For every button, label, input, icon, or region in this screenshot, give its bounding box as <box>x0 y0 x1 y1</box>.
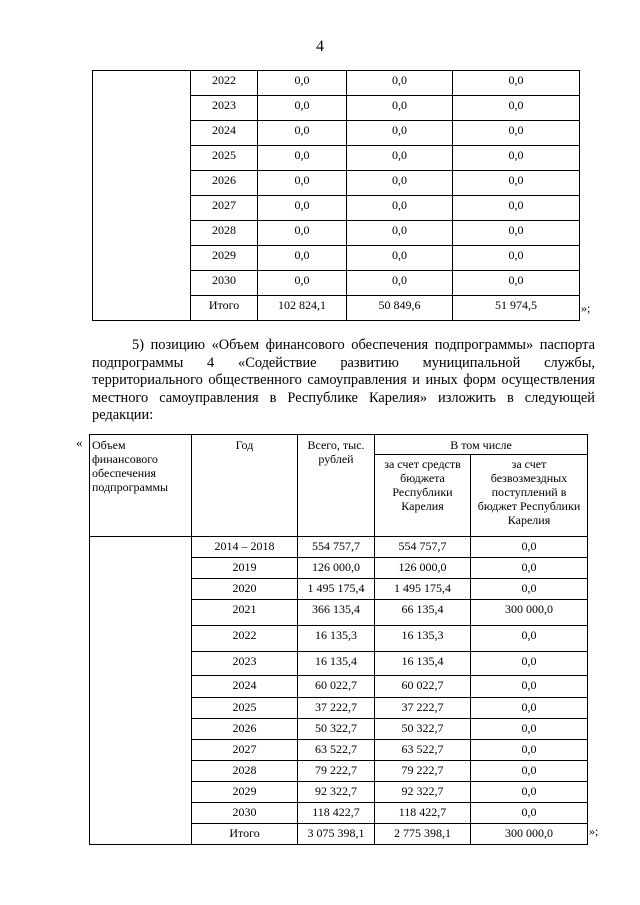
year-cell: 2030 <box>192 803 298 824</box>
total-cell: 60 022,7 <box>298 676 375 698</box>
budget-cell: 92 322,7 <box>375 782 471 803</box>
free-cell: 0,0 <box>453 171 580 196</box>
budget-cell: 0,0 <box>347 221 453 246</box>
total-cell: 118 422,7 <box>298 803 375 824</box>
free-cell: 0,0 <box>453 146 580 171</box>
budget-cell: 0,0 <box>347 71 453 96</box>
budget-cell: 554 757,7 <box>375 537 471 558</box>
free-cell: 0,0 <box>471 803 588 824</box>
header-including: В том числе <box>375 435 588 455</box>
total-cell: 16 135,3 <box>298 626 375 652</box>
budget-cell: 50 849,6 <box>347 296 453 321</box>
budget-cell: 0,0 <box>347 146 453 171</box>
empty-label-cell <box>93 71 191 321</box>
year-cell: 2029 <box>191 246 258 271</box>
budget-cell: 118 422,7 <box>375 803 471 824</box>
free-cell: 0,0 <box>453 121 580 146</box>
budget-cell: 50 322,7 <box>375 719 471 740</box>
year-cell: 2022 <box>191 71 258 96</box>
total-cell: 366 135,4 <box>298 600 375 626</box>
total-cell: 16 135,4 <box>298 652 375 676</box>
total-cell: 0,0 <box>258 96 347 121</box>
year-cell: 2020 <box>192 579 298 600</box>
total-cell: 0,0 <box>258 271 347 296</box>
total-cell: 0,0 <box>258 71 347 96</box>
table2-opening-quote: « <box>76 435 83 450</box>
free-cell: 300 000,0 <box>471 824 588 845</box>
budget-cell: 79 222,7 <box>375 761 471 782</box>
table-row <box>90 537 588 558</box>
free-cell: 0,0 <box>471 719 588 740</box>
free-cell: 0,0 <box>471 761 588 782</box>
year-cell: 2028 <box>192 761 298 782</box>
year-cell: Итого <box>191 296 258 321</box>
budget-cell: 126 000,0 <box>375 558 471 579</box>
free-cell: 0,0 <box>471 652 588 676</box>
year-cell: 2026 <box>192 719 298 740</box>
budget-cell: 16 135,4 <box>375 652 471 676</box>
year-cell: 2028 <box>191 221 258 246</box>
year-cell: 2014 – 2018 <box>192 537 298 558</box>
year-cell: 2026 <box>191 171 258 196</box>
paragraph-line: 5) позицию «Объем финансового обеспечения подпрограммы» паспорта <box>132 337 595 353</box>
budget-cell: 2 775 398,1 <box>375 824 471 845</box>
paragraph-line: подпрограммы 4 «Содействие развитию муниципальной службы, <box>92 354 595 371</box>
year-cell: 2023 <box>192 652 298 676</box>
year-cell: 2025 <box>192 698 298 719</box>
total-cell: 0,0 <box>258 221 347 246</box>
free-cell: 0,0 <box>471 558 588 579</box>
total-cell: 50 322,7 <box>298 719 375 740</box>
total-cell: 0,0 <box>258 171 347 196</box>
free-cell: 0,0 <box>471 676 588 698</box>
free-cell: 0,0 <box>471 537 588 558</box>
budget-cell: 0,0 <box>347 171 453 196</box>
year-cell: 2029 <box>192 782 298 803</box>
year-cell: 2023 <box>191 96 258 121</box>
free-cell: 51 974,5 <box>453 296 580 321</box>
total-cell: 0,0 <box>258 146 347 171</box>
total-cell: 1 495 175,4 <box>298 579 375 600</box>
year-cell: Итого <box>192 824 298 845</box>
budget-cell: 1 495 175,4 <box>375 579 471 600</box>
free-cell: 0,0 <box>471 740 588 761</box>
total-cell: 63 522,7 <box>298 740 375 761</box>
table-row <box>93 71 580 96</box>
year-cell: 2027 <box>192 740 298 761</box>
free-cell: 0,0 <box>453 71 580 96</box>
year-cell: 2024 <box>192 676 298 698</box>
continuation-table <box>92 70 580 321</box>
amendment-paragraph <box>92 337 595 425</box>
year-cell: 2025 <box>191 146 258 171</box>
year-cell: 2027 <box>191 196 258 221</box>
total-cell: 92 322,7 <box>298 782 375 803</box>
budget-cell: 66 135,4 <box>375 600 471 626</box>
total-cell: 0,0 <box>258 246 347 271</box>
paragraph-line: местного самоуправления в Республике Карелия» изложить в следующей <box>92 389 595 406</box>
financing-label: Объем финансового обеспечения подпрограммы <box>90 435 192 537</box>
free-cell: 300 000,0 <box>471 600 588 626</box>
table2-closing-quote: »; <box>589 824 599 838</box>
free-cell: 0,0 <box>471 782 588 803</box>
free-cell: 0,0 <box>453 196 580 221</box>
year-cell: 2021 <box>192 600 298 626</box>
total-cell: 3 075 398,1 <box>298 824 375 845</box>
total-cell: 37 222,7 <box>298 698 375 719</box>
free-cell: 0,0 <box>453 96 580 121</box>
budget-cell: 0,0 <box>347 121 453 146</box>
header-budget: за счет средств бюджета Республики Карелия <box>375 455 471 537</box>
free-cell: 0,0 <box>471 579 588 600</box>
budget-cell: 0,0 <box>347 246 453 271</box>
year-cell: 2022 <box>192 626 298 652</box>
financing-table <box>89 434 588 845</box>
budget-cell: 60 022,7 <box>375 676 471 698</box>
header-year: Год <box>192 435 298 537</box>
total-cell: 0,0 <box>258 196 347 221</box>
total-cell: 102 824,1 <box>258 296 347 321</box>
empty-label-cell <box>90 537 192 845</box>
free-cell: 0,0 <box>453 221 580 246</box>
header-free: за счет безвозмездных поступлений в бюджет Республики Карелия <box>471 455 588 537</box>
table1-closing-quote: »; <box>581 301 591 315</box>
year-cell: 2019 <box>192 558 298 579</box>
budget-cell: 0,0 <box>347 196 453 221</box>
budget-cell: 37 222,7 <box>375 698 471 719</box>
year-cell: 2024 <box>191 121 258 146</box>
paragraph-line: редакции: <box>92 407 154 423</box>
total-cell: 0,0 <box>258 121 347 146</box>
budget-cell: 63 522,7 <box>375 740 471 761</box>
header-total: Всего, тыс. рублей <box>298 435 375 537</box>
paragraph-line: территориального общественного самоуправления и иных форм осуществления <box>92 372 595 388</box>
year-cell: 2030 <box>191 271 258 296</box>
total-cell: 554 757,7 <box>298 537 375 558</box>
total-cell: 79 222,7 <box>298 761 375 782</box>
free-cell: 0,0 <box>471 626 588 652</box>
page-number: 4 <box>316 38 324 55</box>
budget-cell: 16 135,3 <box>375 626 471 652</box>
free-cell: 0,0 <box>471 698 588 719</box>
total-cell: 126 000,0 <box>298 558 375 579</box>
budget-cell: 0,0 <box>347 96 453 121</box>
free-cell: 0,0 <box>453 271 580 296</box>
free-cell: 0,0 <box>453 246 580 271</box>
budget-cell: 0,0 <box>347 271 453 296</box>
